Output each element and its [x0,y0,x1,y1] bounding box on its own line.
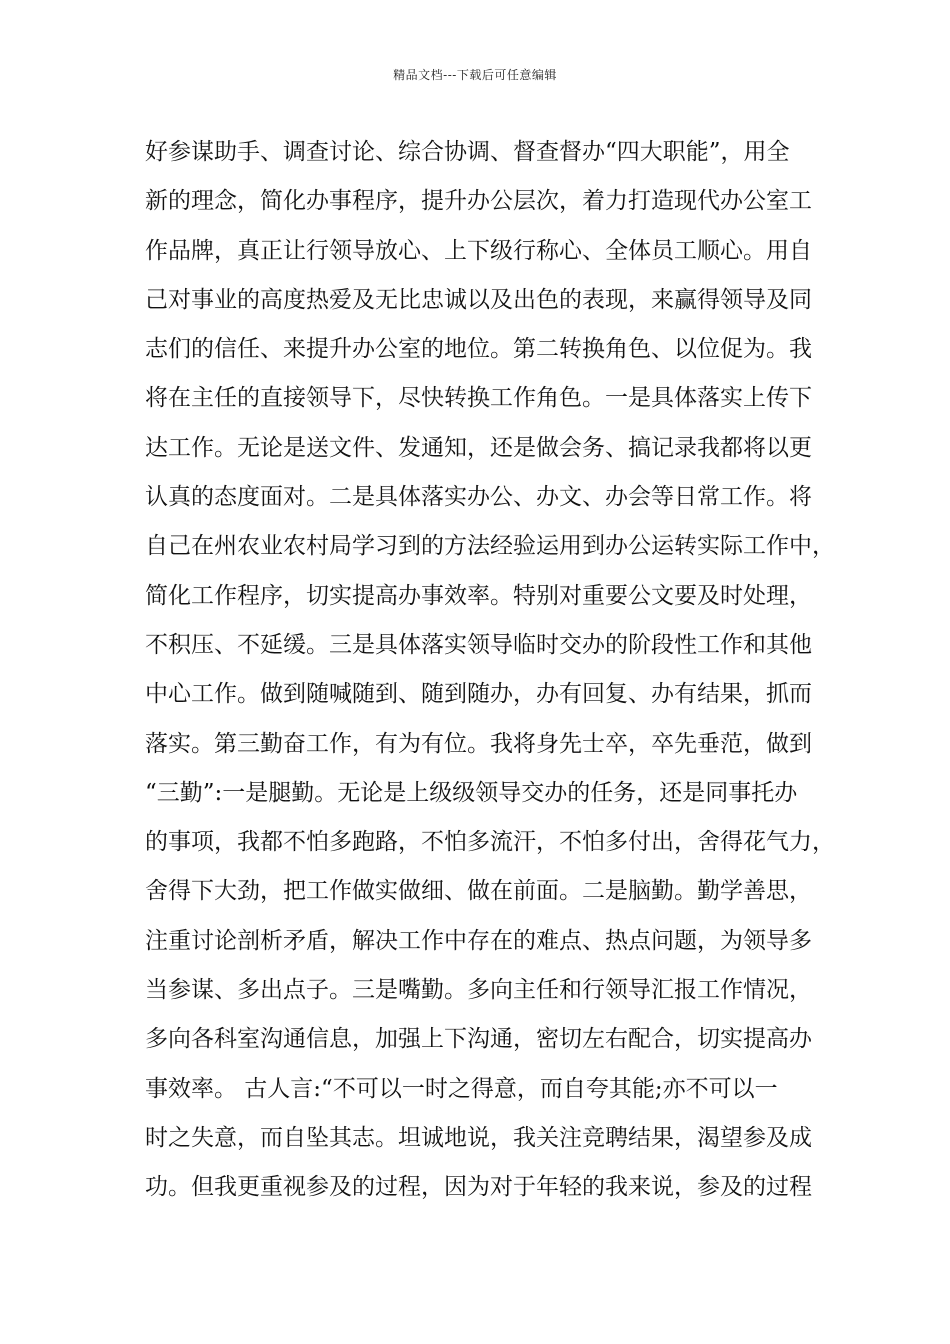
text-line: 落实。第三勤奋工作，有为有位。我将身先士卒，卒先垂范，做到 [145,730,812,757]
page-header: 精品文档---下载后可任意编辑 [393,68,557,82]
text-line: 中心工作。做到随喊随到、随到随办，办有回复、办有结果，抓而 [145,681,812,708]
text-line: 舍得下大劲，把工作做实做细、做在前面。二是脑勤。勤学善思， [145,878,812,905]
text-line: 己对事业的高度热爱及无比忠诚以及出色的表现，来赢得领导及同 [145,286,812,313]
text-line: 达工作。无论是送文件、发通知，还是做会务、搞记录我都将以更 [145,434,812,461]
body-text [145,128,835,1213]
text-line: 注重讨论剖析矛盾，解决工作中存在的难点、热点问题，为领导多 [145,927,812,954]
text-line: 功。但我更重视参及的过程，因为对于年轻的我来说，参及的过程 [145,1174,812,1201]
text-line: 不积压、不延缓。三是具体落实领导临时交办的阶段性工作和其他 [145,631,812,658]
text-line: 将在主任的直接领导下，尽快转换工作角色。一是具体落实上传下 [145,385,812,412]
text-line: 志们的信任、来提升办公室的地位。第二转换角色、以位促为。我 [145,336,812,363]
text-line: 认真的态度面对。二是具体落实办公、办文、办会等日常工作。将 [145,484,812,511]
text-line: 作品牌，真正让行领导放心、上下级行称心、全体员工顺心。用自 [145,237,812,264]
text-line: 当参谋、多出点子。三是嘴勤。多向主任和行领导汇报工作情况， [145,977,812,1004]
text-line: 新的理念，简化办事程序，提升办公层次，着力打造现代办公室工 [145,188,812,215]
text-line: “三勤”:一是腿勤。无论是上级级领导交办的任务，还是同事托办 [145,779,798,806]
text-line: 事效率。 古人言:“不可以一时之得意，而自夸其能;亦不可以一 [145,1075,778,1102]
text-line: 好参谋助手、调查讨论、综合协调、督查督办“四大职能”，用全 [145,139,790,165]
text-line: 时之失意，而自坠其志。坦诚地说，我关注竞聘结果，渴望参及成 [145,1124,812,1151]
text-line: 多向各科室沟通信息，加强上下沟通，密切左右配合，切实提高办 [145,1026,812,1053]
text-line: 的事项，我都不怕多跑路，不怕多流汗，不怕多付出，舍得花气力， [145,829,835,856]
text-line: 自己在州农业农村局学习到的方法经验运用到办公运转实际工作中， [145,533,835,560]
text-line: 简化工作程序，切实提高办事效率。特别对重要公文要及时处理， [145,582,812,609]
